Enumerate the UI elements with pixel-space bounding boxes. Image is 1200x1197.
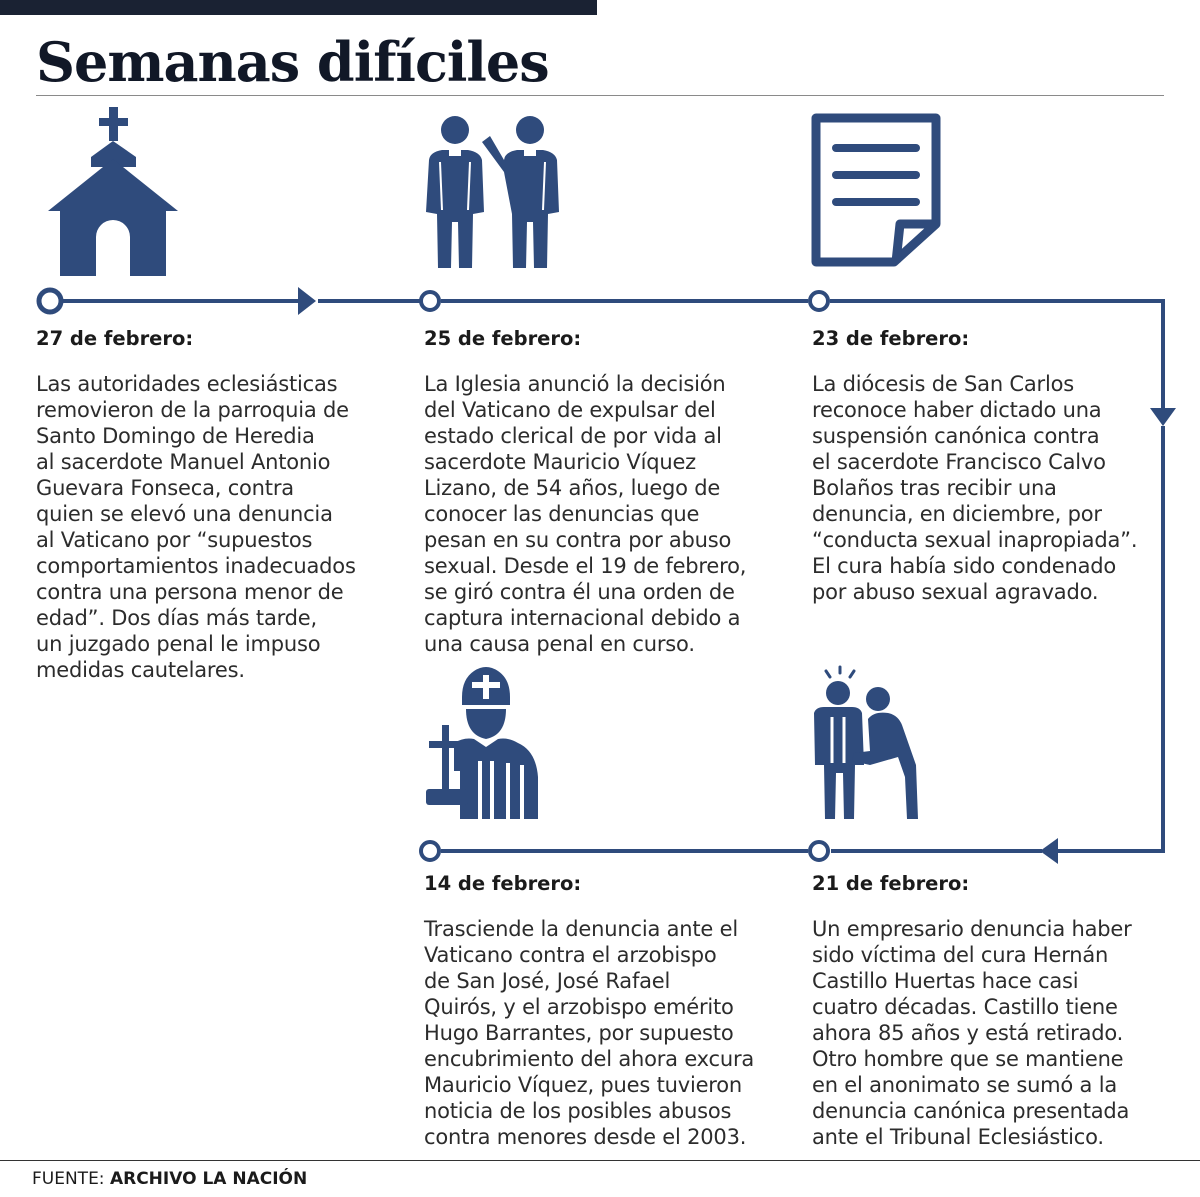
event-date: 27 de febrero: (36, 327, 194, 350)
event-entry (424, 872, 784, 1150)
event-entry (36, 327, 396, 683)
event-text: La diócesis de San Carlos reconoce haber dictado una suspensión canónica contra el sacerdote Francisco Calvo Bolaños tras recibir una denuncia, en diciembre, por “conducta sexual inapropiada”. El cura había sido condenado por abuso sexual agravado. (812, 372, 1138, 605)
timeline-marker-3 (810, 292, 828, 310)
timeline-marker-2 (421, 292, 439, 310)
event-entry (812, 872, 1172, 1150)
event-date: 25 de febrero: (424, 327, 582, 350)
arrow-left-icon (1040, 838, 1058, 864)
event-date: 14 de febrero: (424, 872, 582, 895)
source-label: FUENTE: (32, 1169, 105, 1189)
event-text: La Iglesia anunció la decisión del Vaticano de expulsar del estado clerical de por vida al sacerdote Mauricio Víquez Lizano, de 54 años, luego de conocer las denuncias que pesan en su contra por abuso sexual. Desde el 19 de febrero, se giró contra él una orden de captura internacional debido a una causa penal en curso. (424, 372, 747, 657)
two-men-icon (420, 112, 570, 272)
event-text: Las autoridades eclesiásticas removieron de la parroquia de Santo Domingo de Heredia al sacerdote Manuel Antonio Guevara Fonseca, contra quien se elevó una denuncia al Vaticano por “supuestos comportamientos inadecuados contra una persona menor de edad”. Dos días más tarde, un juzgado penal le impuso medidas cautelares. (36, 372, 356, 683)
source-credit (32, 1169, 307, 1189)
arrow-right-icon (298, 287, 316, 315)
timeline-marker-1 (39, 290, 61, 312)
timeline-marker-4 (421, 842, 439, 860)
timeline-marker-5 (810, 842, 828, 860)
victim-icon (808, 665, 928, 823)
event-date: 23 de febrero: (812, 327, 970, 350)
event-text: Trasciende la denuncia ante el Vaticano contra el arzobispo de San José, José Rafael Quirós, y el arzobispo emérito Hugo Barrantes, por supuesto encubrimiento del ahora excura Mauricio Víquez, pues tuvieron noticia de los posibles abusos contra menores desde el 2003. (424, 917, 755, 1150)
footer-divider (0, 1160, 1200, 1161)
event-text: Un empresario denuncia haber sido víctima del cura Hernán Castillo Huertas hace casi cuatro décadas. Castillo tiene ahora 85 años y está retirado. Otro hombre que se mantiene en el anonimato se sumó a la denuncia canónica presentada ante el Tribunal Eclesiástico. (812, 917, 1132, 1150)
source-name: ARCHIVO LA NACIÓN (109, 1169, 308, 1189)
bishop-icon (424, 665, 544, 821)
church-icon (44, 105, 184, 277)
event-date: 21 de febrero: (812, 872, 970, 895)
event-entry (812, 327, 1172, 605)
event-entry (424, 327, 784, 657)
document-icon (810, 112, 944, 268)
page-title: Semanas difíciles (36, 30, 549, 94)
